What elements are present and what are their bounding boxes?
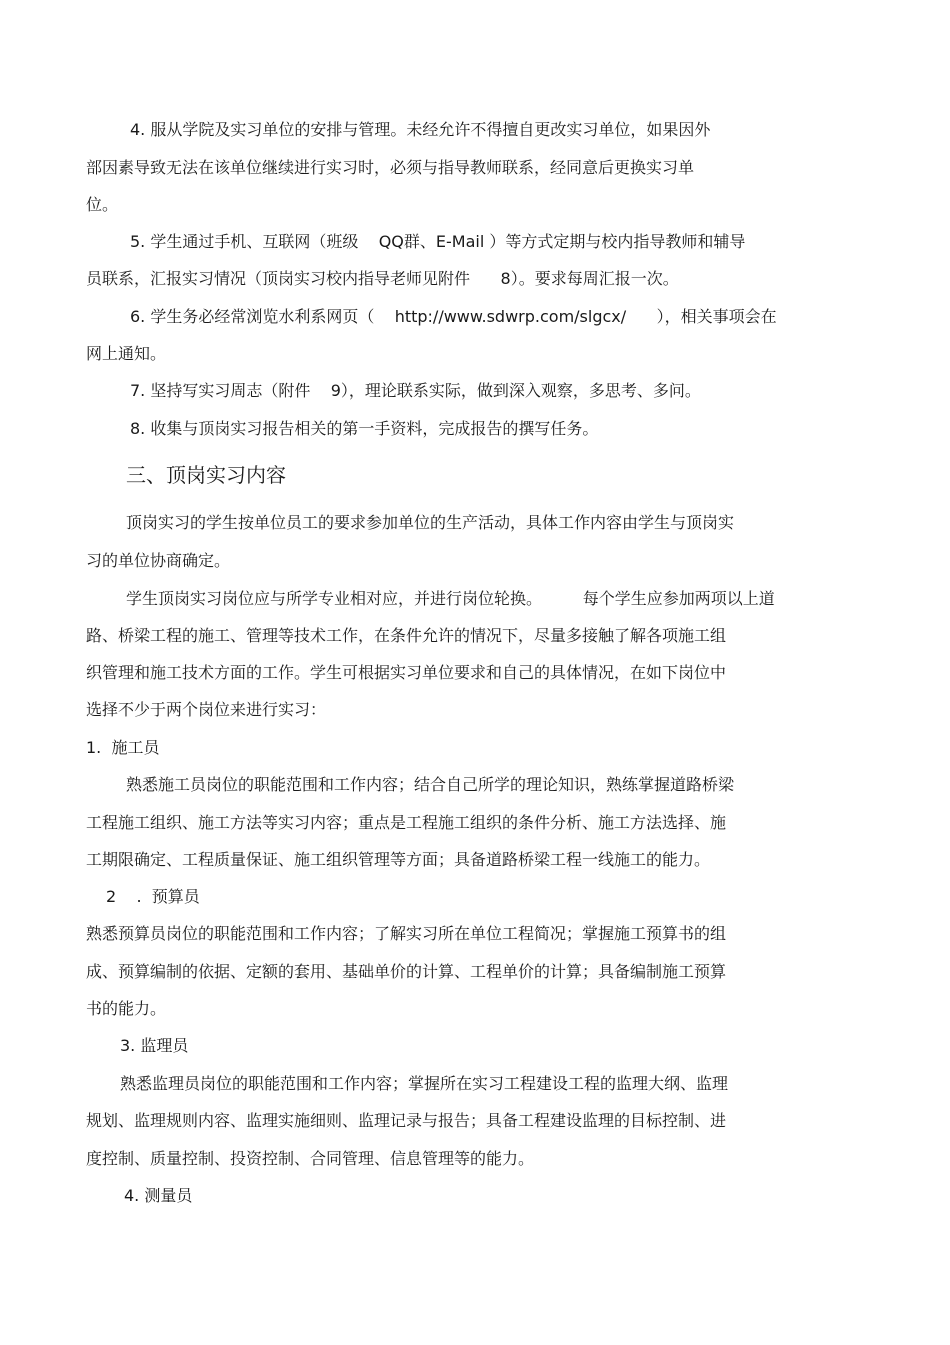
- job-4-title: 4. 测量员: [124, 1186, 193, 1205]
- job-1-line-1: 熟悉施工员岗位的职能范围和工作内容；结合自己所学的理论知识，熟练掌握道路桥梁: [126, 775, 735, 794]
- section-3-para-2-line-1: 学生顶岗实习岗位应与所学专业相对应，并进行岗位轮换。 每个学生应参加两项以上道: [126, 589, 775, 608]
- job-1-line-2: 工程施工组织、施工方法等实习内容；重点是工程施工组织的条件分析、施工方法选择、施: [86, 813, 727, 832]
- item-5-line-1: 5. 学生通过手机、互联网（班级 QQ群、E-Mail ）等方式定期与校内指导教师和辅导: [130, 232, 746, 251]
- item-8: 8. 收集与顶岗实习报告相关的第一手资料，完成报告的撰写任务。: [130, 419, 599, 438]
- item-4-line-3: 位。: [86, 195, 119, 214]
- job-2-line-1: 熟悉预算员岗位的职能范围和工作内容；了解实习所在单位工程简况；掌握施工预算书的组: [86, 924, 727, 943]
- job-2-title: 2 . 预算员: [106, 887, 200, 906]
- section-3-para-2-line-3: 织管理和施工技术方面的工作。学生可根据实习单位要求和自己的具体情况，在如下岗位中: [86, 663, 727, 682]
- job-2-line-3: 书的能力。: [86, 999, 167, 1018]
- job-3-title: 3. 监理员: [120, 1036, 189, 1055]
- section-3-para-1-line-1: 顶岗实习的学生按单位员工的要求参加单位的生产活动，具体工作内容由学生与顶岗实: [126, 513, 735, 532]
- item-4-line-2: 部因素导致无法在该单位继续进行实习时，必须与指导教师联系，经同意后更换实习单: [86, 158, 695, 177]
- job-3-line-2: 规划、监理规则内容、监理实施细则、监理记录与报告；具备工程建设监理的目标控制、进: [86, 1111, 727, 1130]
- item-4-line-1: 4. 服从学院及实习单位的安排与管理。未经允许不得擅自更改实习单位，如果因外: [130, 120, 711, 139]
- job-1-line-3: 工期限确定、工程质量保证、施工组织管理等方面；具备道路桥梁工程一线施工的能力。: [86, 850, 711, 869]
- item-6-line-2: 网上通知。: [86, 344, 167, 363]
- section-3-para-1-line-2: 习的单位协商确定。: [86, 551, 231, 570]
- section-3-para-2-line-4: 选择不少于两个岗位来进行实习：: [86, 700, 327, 719]
- section-3-para-2-line-2: 路、桥梁工程的施工、管理等技术工作，在条件允许的情况下，尽量多接触了解各项施工组: [86, 626, 727, 645]
- section-3-heading: 三、顶岗实习内容: [126, 463, 286, 487]
- item-7: 7. 坚持写实习周志（附件 9），理论联系实际，做到深入观察，多思考、多问。: [130, 381, 701, 400]
- job-2-line-2: 成、预算编制的依据、定额的套用、基础单价的计算、工程单价的计算；具备编制施工预算: [86, 962, 727, 981]
- job-3-line-1: 熟悉监理员岗位的职能范围和工作内容；掌握所在实习工程建设工程的监理大纲、监理: [120, 1074, 729, 1093]
- job-3-line-3: 度控制、质量控制、投资控制、合同管理、信息管理等的能力。: [86, 1149, 535, 1168]
- item-6-line-1: 6. 学生务必经常浏览水利系网页（ http://www.sdwrp.com/slgcx/ ），相关事项会在: [130, 307, 777, 326]
- item-5-line-2: 员联系，汇报实习情况（顶岗实习校内指导老师见附件 8）。要求每周汇报一次。: [86, 269, 679, 288]
- job-1-title: 1. 施工员: [86, 738, 160, 757]
